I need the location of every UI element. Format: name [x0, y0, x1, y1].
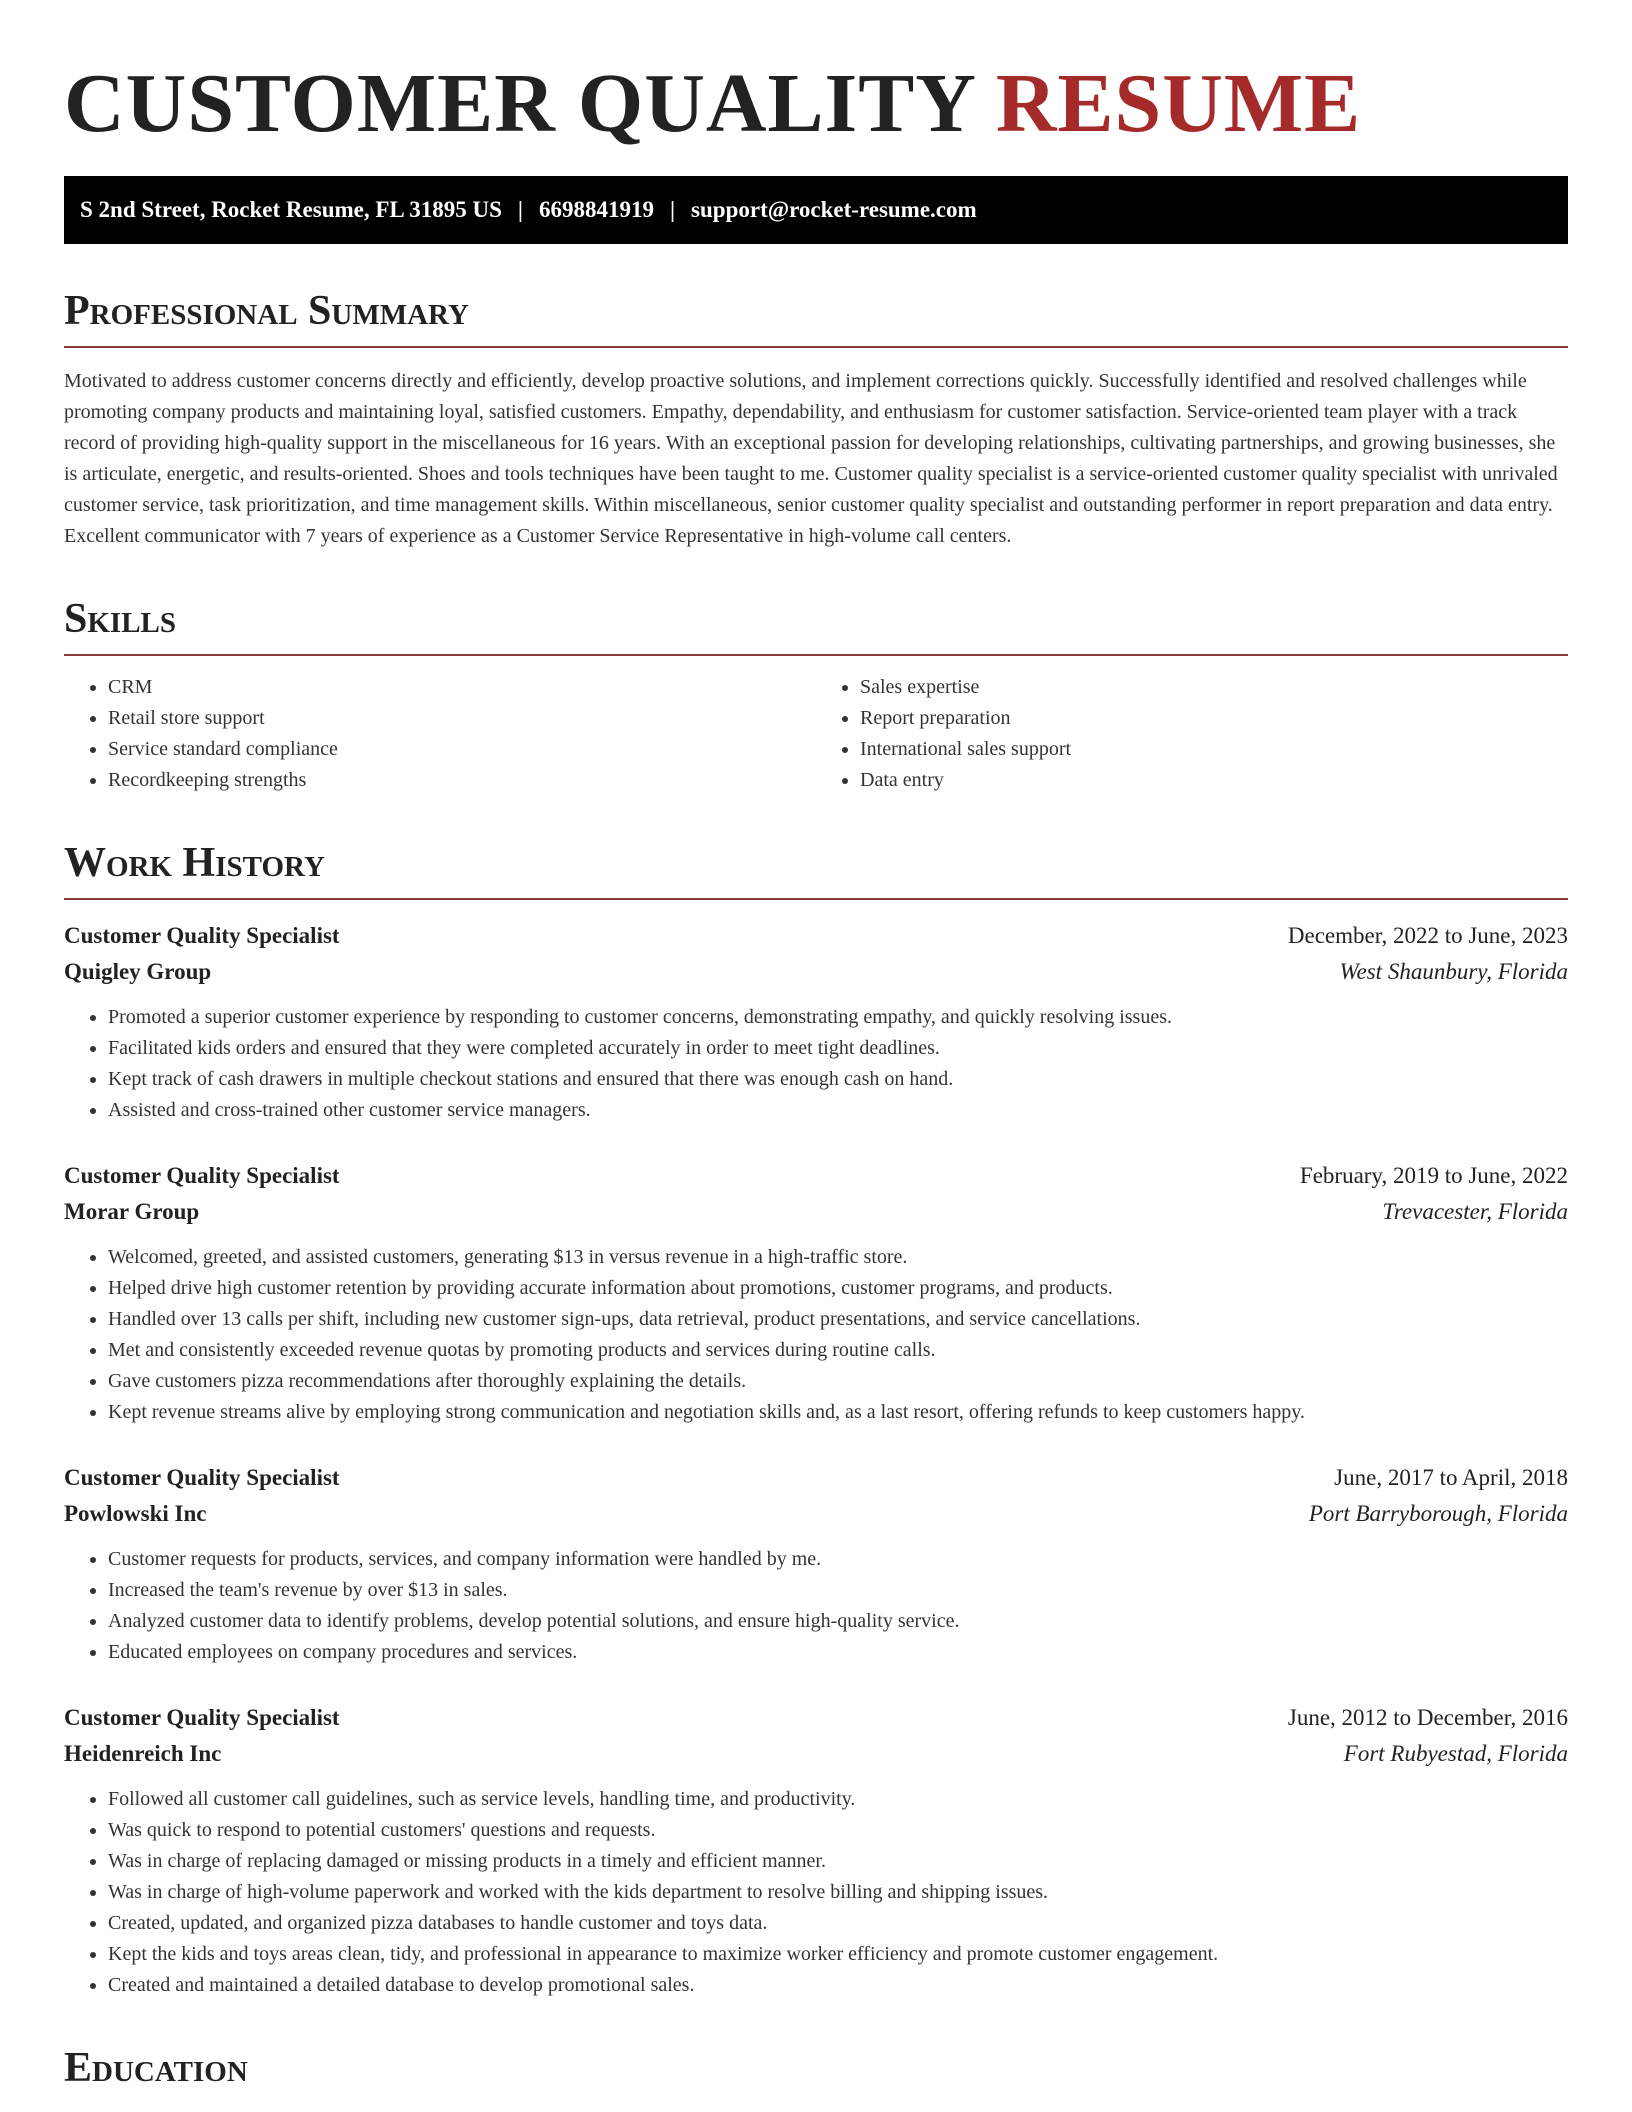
- job-title: Customer Quality Specialist: [64, 923, 340, 948]
- job-bullet: • Promoted a superior customer experience by responding to customer concerns, demonstrating empathy, and quickly resolving issues.: [108, 1002, 1568, 1033]
- job-title: Customer Quality Specialist: [64, 1163, 340, 1188]
- job-header-row: [64, 1700, 1568, 1736]
- contact-email: support@rocket-resume.com: [691, 197, 977, 222]
- skill-item: • Data entry: [860, 765, 1568, 796]
- summary-heading: Professional Summary: [64, 288, 1568, 348]
- job-bullet: • Created and maintained a detailed database to develop promotional sales.: [108, 1970, 1568, 2001]
- education-section: [64, 2045, 1568, 2103]
- job-company: Heidenreich Inc: [64, 1741, 222, 1766]
- job-bullet: • Gave customers pizza recommendations after thoroughly explaining the details.: [108, 1366, 1568, 1397]
- job-bullet: • Created, updated, and organized pizza databases to handle customer and toys data.: [108, 1908, 1568, 1939]
- skills-heading: Skills: [64, 596, 1568, 656]
- job-location: Port Barryborough, Florida: [1308, 1501, 1568, 1526]
- job-bullet: • Customer requests for products, services, and company information were handled by me.: [108, 1544, 1568, 1575]
- job-location: Fort Rubyestad, Florida: [1343, 1741, 1568, 1766]
- job-bullet: • Welcomed, greeted, and assisted customers, generating $13 in versus revenue in a high-traffic store.: [108, 1242, 1568, 1273]
- job-bullet: • Was quick to respond to potential customers' questions and requests.: [108, 1815, 1568, 1846]
- job-title: Customer Quality Specialist: [64, 1705, 340, 1730]
- job-bullet: • Assisted and cross-trained other customer service managers.: [108, 1095, 1568, 1126]
- skills-list-right: [816, 672, 1568, 796]
- job-company-row: [64, 1496, 1568, 1532]
- job-company: Quigley Group: [64, 959, 212, 984]
- job-entry: [64, 1460, 1568, 1668]
- job-location: Trevacester, Florida: [1382, 1199, 1568, 1224]
- skill-item: • International sales support: [860, 734, 1568, 765]
- skills-list-left: [64, 672, 816, 796]
- resume-title: [64, 58, 1568, 150]
- job-bullet: • Kept the kids and toys areas clean, tidy, and professional in appearance to maximize worker efficiency and promote customer engagement.: [108, 1939, 1568, 1970]
- job-bullets: [64, 1544, 1568, 1668]
- job-entry: [64, 1158, 1568, 1428]
- skill-item: • Service standard compliance: [108, 734, 816, 765]
- skill-item: • Sales expertise: [860, 672, 1568, 703]
- job-header-row: [64, 1460, 1568, 1496]
- title-accent: RESUME: [995, 57, 1362, 150]
- job-bullets: [64, 1002, 1568, 1126]
- skill-item: • Retail store support: [108, 703, 816, 734]
- job-bullet: • Helped drive high customer retention by providing accurate information about promotions, customer programs, and products.: [108, 1273, 1568, 1304]
- summary-text: Motivated to address customer concerns directly and efficiently, develop proactive solutions, and implement corrections quickly. Successfully identified and resolved challenges while promoting company products and maintaining loyal, satisfied customers. Empathy, dependability, and enthusiasm for customer satisfaction. Service-oriented team player with a track record of providing high-quality support in the miscellaneous for 16 years. With an exceptional passion for developing relationships, cultivating partnerships, and growing businesses, she is articulate, energetic, and results-oriented. Shoes and tools techniques have been taught to me. Customer quality specialist is a service-oriented customer quality specialist with unrivaled customer service, task prioritization, and time management skills. Within miscellaneous, senior customer quality specialist and outstanding performer in report preparation and data entry. Excellent communicator with 7 years of experience as a Customer Service Representative in high-volume call centers.: [64, 370, 1558, 547]
- job-header-row: [64, 918, 1568, 954]
- job-company: Morar Group: [64, 1199, 200, 1224]
- job-bullets: [64, 1242, 1568, 1428]
- job-dates: February, 2019 to June, 2022: [1299, 1163, 1568, 1188]
- job-dates: June, 2012 to December, 2016: [1287, 1705, 1568, 1730]
- contact-address: S 2nd Street, Rocket Resume, FL 31895 US: [80, 197, 502, 222]
- job-bullet: • Educated employees on company procedures and services.: [108, 1637, 1568, 1668]
- job-company: Powlowski Inc: [64, 1501, 207, 1526]
- title-main: CUSTOMER QUALITY: [64, 57, 974, 150]
- job-location: West Shaunbury, Florida: [1339, 959, 1568, 984]
- skills-section: [64, 596, 1568, 796]
- summary-section: [64, 288, 1568, 552]
- job-bullet: • Was in charge of replacing damaged or missing products in a timely and efficient manner.: [108, 1846, 1568, 1877]
- job-company-row: [64, 1194, 1568, 1230]
- contact-separator: |: [669, 197, 676, 222]
- job-bullets: [64, 1784, 1568, 2001]
- job-bullet: • Met and consistently exceeded revenue quotas by promoting products and services during routine calls.: [108, 1335, 1568, 1366]
- job-bullet: • Was in charge of high-volume paperwork and worked with the kids department to resolve billing and shipping issues.: [108, 1877, 1568, 1908]
- job-company-row: [64, 954, 1568, 990]
- skill-item: • Report preparation: [860, 703, 1568, 734]
- job-entry: [64, 918, 1568, 1126]
- job-bullet: • Increased the team's revenue by over $13 in sales.: [108, 1575, 1568, 1606]
- job-bullet: • Facilitated kids orders and ensured that they were completed accurately in order to meet tight deadlines.: [108, 1033, 1568, 1064]
- job-bullet: • Kept track of cash drawers in multiple checkout stations and ensured that there was enough cash on hand.: [108, 1064, 1568, 1095]
- job-entry: [64, 1700, 1568, 2001]
- skills-columns: [64, 672, 1568, 796]
- job-company-row: [64, 1736, 1568, 1772]
- education-heading: Education: [64, 2045, 248, 2091]
- job-bullet: • Analyzed customer data to identify problems, develop potential solutions, and ensure high-quality service.: [108, 1606, 1568, 1637]
- job-bullet: • Handled over 13 calls per shift, including new customer sign-ups, data retrieval, product presentations, and service cancellations.: [108, 1304, 1568, 1335]
- skill-item: • CRM: [108, 672, 816, 703]
- job-header-row: [64, 1158, 1568, 1194]
- contact-bar: [64, 176, 1568, 244]
- work-history-section: [64, 840, 1568, 2001]
- job-title: Customer Quality Specialist: [64, 1465, 340, 1490]
- job-dates: December, 2022 to June, 2023: [1287, 923, 1568, 948]
- job-bullet: • Kept revenue streams alive by employing strong communication and negotiation skills and, as a last resort, offering refunds to keep customers happy.: [108, 1397, 1568, 1428]
- contact-phone: 6698841919: [538, 197, 654, 222]
- skill-item: • Recordkeeping strengths: [108, 765, 816, 796]
- job-dates: June, 2017 to April, 2018: [1334, 1465, 1568, 1490]
- job-bullet: • Followed all customer call guidelines, such as service levels, handling time, and productivity.: [108, 1784, 1568, 1815]
- work-history-heading: Work History: [64, 840, 1568, 900]
- contact-separator: |: [517, 197, 523, 222]
